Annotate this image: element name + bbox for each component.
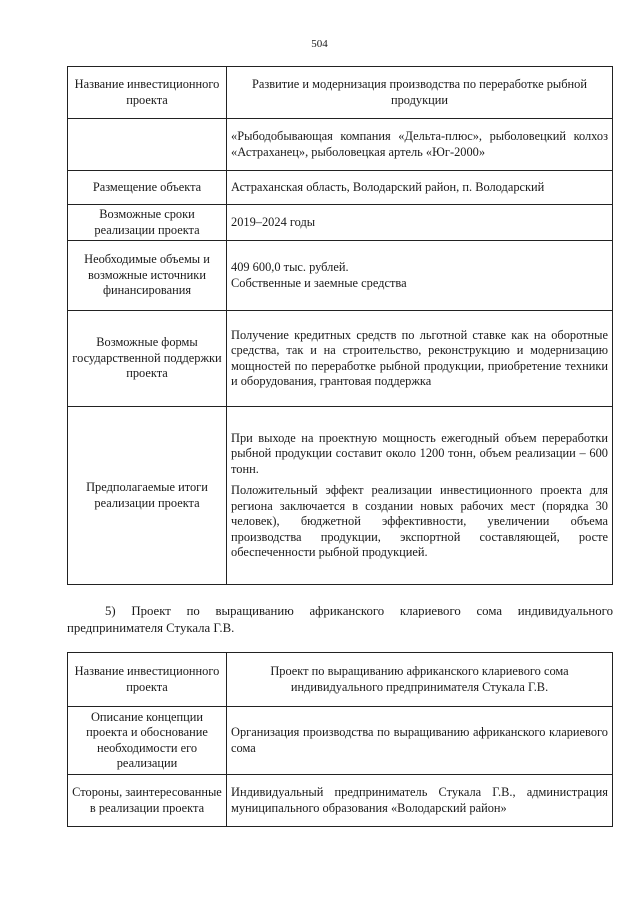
- section-paragraph-text: 5) Проект по выращиванию африканского клариевого сома индивидуального предпринимателя Стукала Г.В.: [67, 604, 613, 635]
- row-value: Организация производства по выращиванию африканского клариевого сома: [227, 707, 613, 775]
- row-value: [227, 407, 613, 585]
- project-table-2: [67, 652, 613, 827]
- row-label: Название инвестиционного проекта: [68, 67, 227, 119]
- row-value: [227, 241, 613, 311]
- table-row: [68, 775, 613, 827]
- financing-sources: Собственные и заемные средства: [231, 275, 407, 290]
- row-label: Размещение объекта: [68, 171, 227, 205]
- row-label: Предполагаемые итоги реализации проекта: [68, 407, 227, 585]
- row-label: Описание концепции проекта и обоснование необходимости его реализации: [68, 707, 227, 775]
- row-label: Название инвестиционного проекта: [68, 653, 227, 707]
- section-paragraph: [67, 603, 613, 637]
- page-number: 504: [311, 38, 328, 50]
- table-row: [68, 67, 613, 119]
- financing-amount: 409 600,0 тыс. рублей.: [231, 260, 349, 274]
- row-label: Стороны, заинтересованные в реализации проекта: [68, 775, 227, 827]
- table-row: [68, 205, 613, 241]
- row-value: Проект по выращиванию африканского клариевого сома индивидуального предпринимателя Стукала Г.В.: [227, 653, 613, 707]
- table-row: [68, 119, 613, 171]
- table-row: [68, 707, 613, 775]
- row-value: Индивидуальный предприниматель Стукала Г.В., администрация муниципального образования «Володарский район»: [227, 775, 613, 827]
- table-row: [68, 653, 613, 707]
- table-row: [68, 311, 613, 407]
- results-paragraph-1: При выходе на проектную мощность ежегодный объем переработки рыбной продукции составит около 1200 тонн, объем реализации – 600 тонн.: [231, 430, 608, 476]
- row-value: Астраханская область, Володарский район, п. Володарский: [227, 171, 613, 205]
- row-value: Получение кредитных средств по льготной ставке как на оборотные средства, так и на строительство, реконструкцию и модернизацию мощностей по переработке рыбной продукции, приобретение техники и оборудования, грантовая поддержка: [227, 311, 613, 407]
- row-label: Возможные формы государственной поддержки проекта: [68, 311, 227, 407]
- table-row: [68, 171, 613, 205]
- row-label: Необходимые объемы и возможные источники финансирования: [68, 241, 227, 311]
- table-row: [68, 241, 613, 311]
- results-paragraph-2: Положительный эффект реализации инвестиционного проекта для региона заключается в создании новых рабочих мест (порядка 30 человек), бюджетной эффективности, увеличении объема производства продукции, экспортной составляющей, росте обеспеченности рыбной продукцией.: [231, 483, 608, 559]
- project-table-1: [67, 66, 613, 585]
- row-value: 2019–2024 годы: [227, 205, 613, 241]
- row-label: [68, 119, 227, 171]
- row-value: Развитие и модернизация производства по переработке рыбной продукции: [227, 67, 613, 119]
- row-value: «Рыбодобывающая компания «Дельта-плюс», рыболовецкий колхоз «Астраханец», рыболовецкая артель «Юг-2000»: [227, 119, 613, 171]
- table-row: [68, 407, 613, 585]
- row-label: Возможные сроки реализации проекта: [68, 205, 227, 241]
